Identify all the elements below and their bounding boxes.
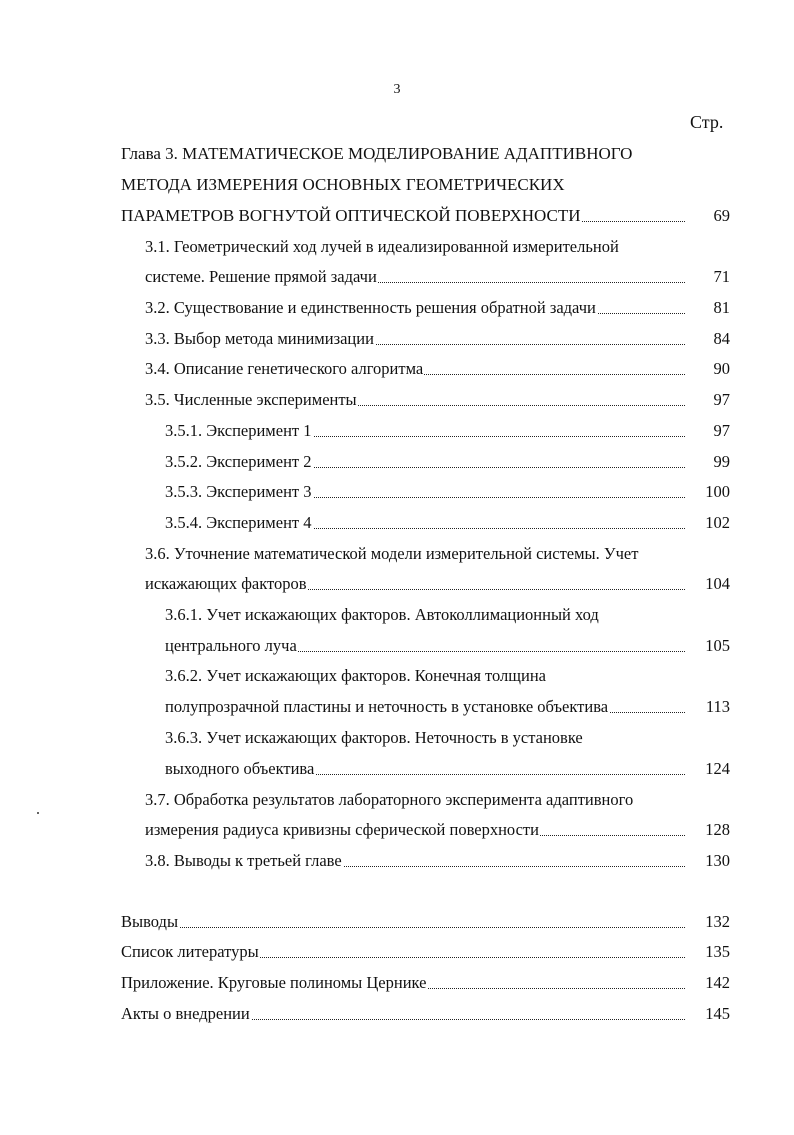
toc-entry-3-2-page: 81 [713, 298, 730, 317]
toc-entry-3-3-page: 84 [713, 329, 730, 348]
toc-entry-3-1-line-2: системе. Решение прямой задачи [145, 266, 687, 288]
toc-entry-3-6-1-line-1: 3.6.1. Учет искажающих факторов. Автоколлимационный ход [165, 605, 599, 624]
toc-entry-3-5-4: 3.5.4. Эксперимент 4 [165, 512, 687, 534]
toc-entry-3-2: 3.2. Существование и единственность решения обратной задачи [145, 297, 687, 319]
toc-entry-3-6-page: 104 [705, 574, 730, 593]
toc-entry-3-5-2: 3.5.2. Эксперимент 2 [165, 451, 687, 473]
toc-entry-3-1-line-1: 3.1. Геометрический ход лучей в идеализированной измерительной [145, 237, 619, 256]
toc-back-matter-conclusions: Выводы [121, 911, 687, 933]
chapter-page: 69 [713, 206, 730, 225]
toc-entry-3-5: 3.5. Численные эксперименты [145, 389, 687, 411]
chapter-title-line-3: ПАРАМЕТРОВ ВОГНУТОЙ ОПТИЧЕСКОЙ ПОВЕРХНОСТИ [121, 205, 687, 227]
chapter-title-line-2: МЕТОДА ИЗМЕРЕНИЯ ОСНОВНЫХ ГЕОМЕТРИЧЕСКИХ [121, 175, 565, 194]
toc-entry-3-5-3: 3.5.3. Эксперимент 3 [165, 481, 687, 503]
toc-entry-3-5-4-page: 102 [705, 513, 730, 532]
chapter-title-line-1: Глава 3. МАТЕМАТИЧЕСКОЕ МОДЕЛИРОВАНИЕ АДАПТИВНОГО [121, 144, 633, 163]
toc-entry-3-5-1-page: 97 [713, 421, 730, 440]
toc-entry-3-6-3-line-2: выходного объектива [165, 758, 687, 780]
pages-column-label: Стр. [690, 112, 724, 132]
toc-back-matter-appendix: Приложение. Круговые полиномы Цернике [121, 972, 687, 994]
toc-back-matter-acts: Акты о внедрении [121, 1003, 687, 1025]
toc-entry-3-6-1-page: 105 [705, 636, 730, 655]
toc-entry-3-8: 3.8. Выводы к третьей главе [145, 850, 687, 872]
toc-entry-3-6-3-line-1: 3.6.3. Учет искажающих факторов. Неточность в установке [165, 728, 583, 747]
toc-entry-3-5-page: 97 [713, 390, 730, 409]
toc-entry-3-1-page: 71 [713, 267, 730, 286]
toc-entry-3-4: 3.4. Описание генетического алгоритма [145, 358, 687, 380]
toc-entry-3-5-1: 3.5.1. Эксперимент 1 [165, 420, 687, 442]
toc-entry-3-8-page: 130 [705, 851, 730, 870]
toc-back-matter-references-page: 135 [705, 942, 730, 961]
toc-entry-3-6-2-line-1: 3.6.2. Учет искажающих факторов. Конечная толщина [165, 666, 546, 685]
toc-entry-3-5-2-page: 99 [713, 452, 730, 471]
toc-entry-3-6-2-line-2: полупрозрачной пластины и неточность в установке объектива [165, 696, 687, 718]
toc-entry-3-5-3-page: 100 [705, 482, 730, 501]
page-number: 3 [393, 82, 401, 97]
toc-back-matter-acts-page: 145 [705, 1004, 730, 1023]
toc-entry-3-6-1-line-2: центрального луча [165, 635, 687, 657]
toc-entry-3-6-line-1: 3.6. Уточнение математической модели измерительной системы. Учет [145, 544, 639, 563]
scan-speck [37, 812, 39, 814]
toc-entry-3-3: 3.3. Выбор метода минимизации [145, 328, 687, 350]
toc-entry-3-7-line-2: измерения радиуса кривизны сферической поверхности [145, 819, 687, 841]
toc-back-matter-references: Список литературы [121, 941, 687, 963]
toc-entry-3-7-line-1: 3.7. Обработка результатов лабораторного эксперимента адаптивного [145, 790, 634, 809]
toc-entry-3-6-line-2: искажающих факторов [145, 573, 687, 595]
toc-entry-3-6-3-page: 124 [705, 759, 730, 778]
toc-back-matter-appendix-page: 142 [705, 973, 730, 992]
toc-entry-3-7-page: 128 [705, 820, 730, 839]
toc-entry-3-4-page: 90 [713, 359, 730, 378]
toc-back-matter-conclusions-page: 132 [705, 912, 730, 931]
toc-entry-3-6-2-page: 113 [705, 697, 730, 716]
